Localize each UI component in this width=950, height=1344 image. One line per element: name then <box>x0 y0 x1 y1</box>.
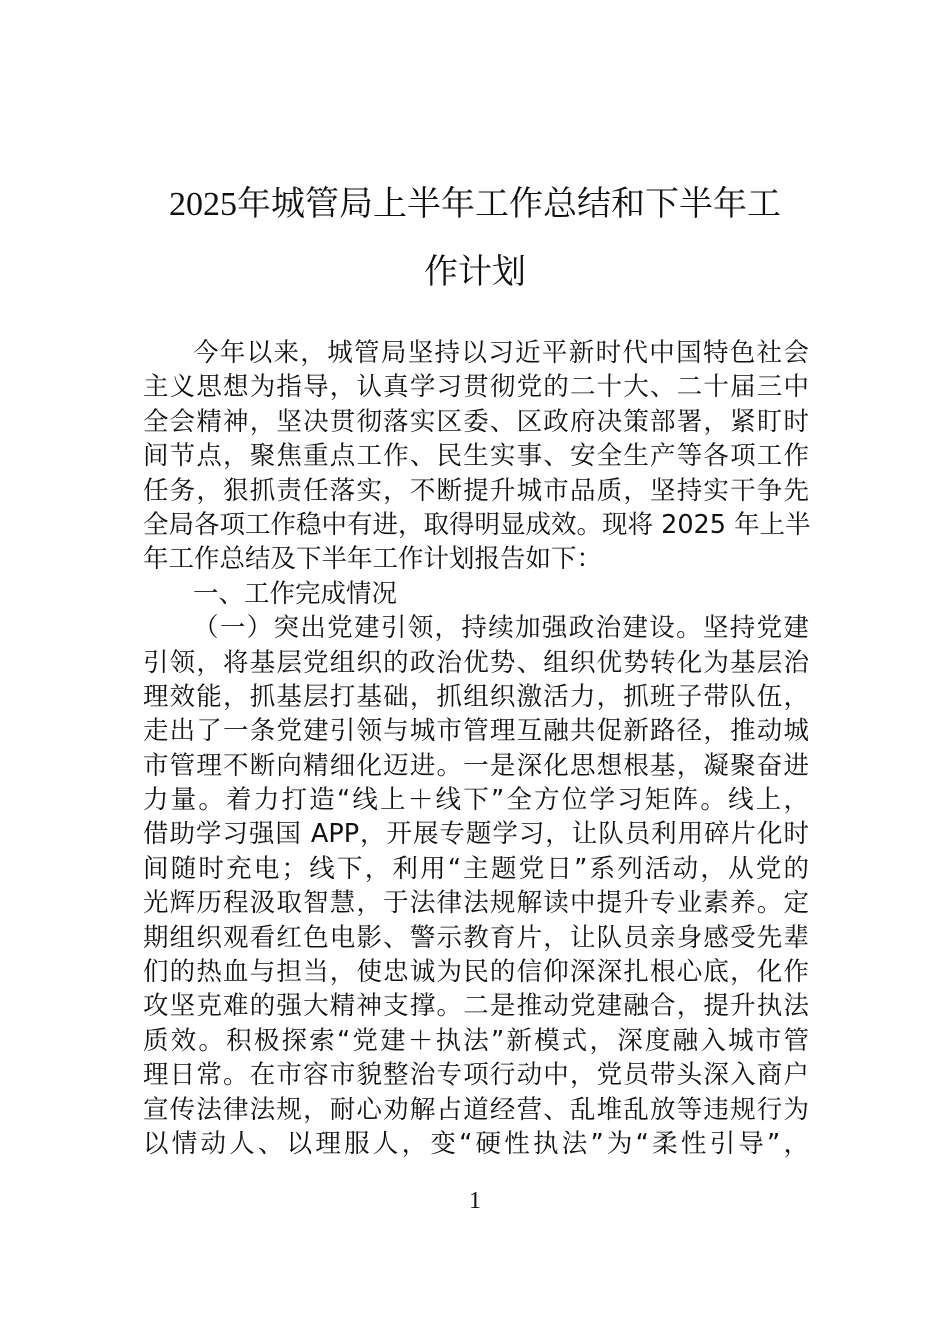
text-line: 全局各项工作稳中有进，取得明显成效。现将 2025 年上半 <box>143 509 811 540</box>
document-title-line-1: 2025年城管局上半年工作总结和下半年工 <box>169 186 781 223</box>
text-line: 主义思想为指导，认真学习贯彻党的二十大、二十届三中 <box>143 372 809 403</box>
text-line: 任务，狠抓责任落实，不断提升城市品质，坚持实干争先 <box>143 475 809 506</box>
text-line: 今年以来，城管局坚持以习近平新时代中国特色社会 <box>193 338 809 368</box>
text-line: 理效能，抓基层打基础，抓组织激活力，抓班子带队伍， <box>143 681 809 712</box>
text-line: 质效。积极探索“党建＋执法”新模式，深度融入城市管 <box>143 1025 809 1056</box>
text-line: 年工作总结及下半年工作计划报告如下： <box>143 544 603 575</box>
text-line: 一、工作完成情况 <box>193 578 398 609</box>
text-line: 间节点，聚焦重点工作、民生实事、安全生产等各项工作 <box>143 441 809 472</box>
text-line: 期组织观看红色电影、警示教育片，让队员亲身感受先辈 <box>143 922 809 953</box>
page-number: 1 <box>469 1188 481 1214</box>
text-line: 力量。着力打造“线上＋线下”全方位学习矩阵。线上， <box>143 785 809 816</box>
document-body <box>143 336 809 1161</box>
text-line: 间随时充电；线下，利用“主题党日”系列活动，从党的 <box>143 853 809 884</box>
text-line: 市管理不断向精细化迈进。一是深化思想根基，凝聚奋进 <box>143 750 809 781</box>
text-line: 引领，将基层党组织的政治优势、组织优势转化为基层治 <box>143 647 809 678</box>
text-line: 借助学习强国 APP，开展专题学习，让队员利用碎片化时 <box>143 819 809 850</box>
text-line: 理日常。在市容市貌整治专项行动中，党员带头深入商户 <box>143 1060 809 1091</box>
text-line: 宣传法律法规，耐心劝解占道经营、乱堆乱放等违规行为 <box>143 1094 809 1125</box>
text-line: （一）突出党建引领，持续加强政治建设。坚持党建 <box>193 613 809 644</box>
document-title-line-2: 作计划 <box>424 254 526 291</box>
text-line: 攻坚克难的强大精神支撑。二是推动党建融合，提升执法 <box>143 991 809 1022</box>
text-line: 们的热血与担当，使忠诚为民的信仰深深扎根心底，化作 <box>143 957 809 988</box>
text-line: 走出了一条党建引领与城市管理互融共促新路径，推动城 <box>143 716 809 747</box>
text-line: 光辉历程汲取智慧，于法律法规解读中提升专业素养。定 <box>143 888 809 919</box>
text-line: 全会精神，坚决贯彻落实区委、区政府决策部署，紧盯时 <box>143 406 809 437</box>
text-line: 以情动人、以理服人，变“硬性执法”为“柔性引导”， <box>143 1128 809 1159</box>
